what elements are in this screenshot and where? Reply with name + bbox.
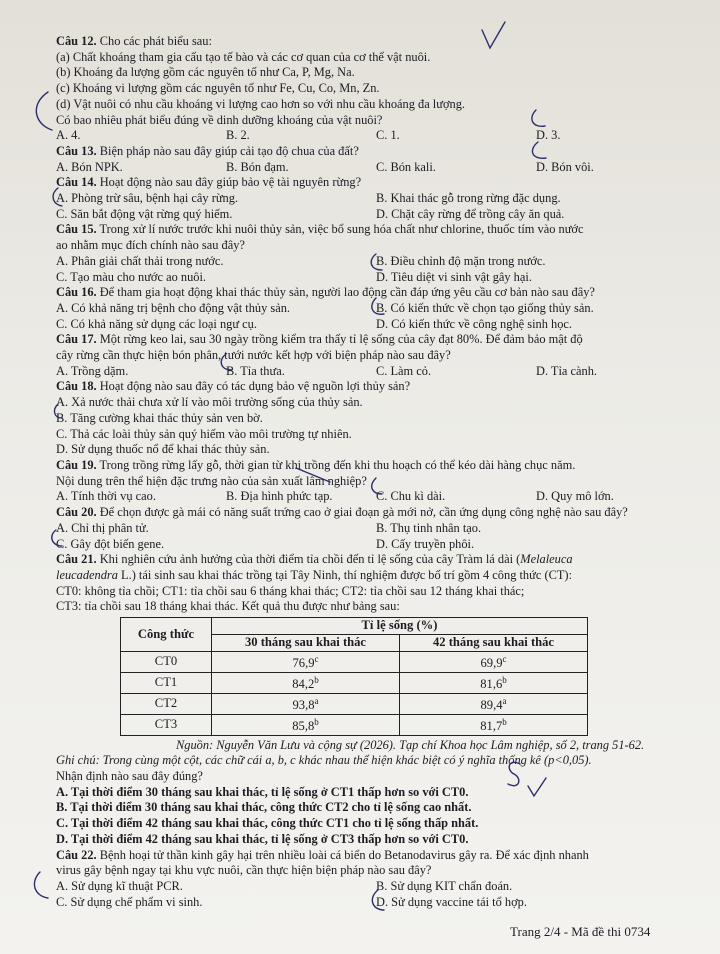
answer-options	[56, 489, 686, 505]
cell-value: 93,8	[292, 697, 315, 712]
cell-30-months	[212, 693, 400, 714]
cell-30-months	[212, 652, 400, 673]
species-name: Melaleuca	[520, 552, 573, 567]
answer-options	[56, 537, 686, 553]
table-source: Nguồn: Nguyễn Văn Lưu và cộng sự (2026). Tạp chí Khoa học Lâm nghiệp, số 2, trang 51-62.	[176, 737, 645, 752]
cell-30-months	[212, 714, 400, 735]
option-b[interactable]: B. Bón đạm.	[226, 159, 289, 174]
option-c[interactable]: C. Sử dụng chế phẩm vi sinh.	[56, 894, 203, 909]
question-22	[56, 848, 686, 911]
question-20	[56, 505, 686, 552]
option-a[interactable]: A. Tại thời điểm 30 tháng sau khai thác, tỉ lệ sống ở CT1 thấp hơn so với CT0.	[56, 784, 469, 799]
answer-options	[56, 128, 686, 144]
option-a[interactable]: A. Phân giải chất thải trong nước.	[56, 253, 224, 268]
question-number: Câu 17.	[56, 332, 97, 347]
option-b[interactable]: B. Tại thời điểm 30 tháng sau khai thác, công thức CT2 cho tỉ lệ sống cao nhất.	[56, 800, 472, 815]
option-c[interactable]: C. Tại thời điểm 42 tháng sau khai thác, công thức CT1 cho tỉ lệ sống thấp nhất.	[56, 816, 479, 831]
option-b[interactable]: B. Sử dụng KIT chẩn đoán.	[376, 878, 513, 893]
table-note: Ghi chú: Trong cùng một cột, các chữ cái a, b, c khác nhau thể hiện khác biệt có ý nghĩa thống kê (p<0,05).	[56, 753, 592, 768]
cell-value: 81,6	[480, 677, 503, 692]
answer-options	[56, 301, 686, 317]
option-a[interactable]: A. Có khả năng trị bệnh cho động vật thủy sản.	[56, 300, 291, 315]
question-16	[56, 285, 686, 332]
cell-formula	[121, 672, 212, 693]
answer-options	[56, 364, 686, 380]
question-number: Câu 21.	[56, 552, 97, 567]
question-number: Câu 12.	[56, 34, 97, 48]
question-stem: Để chọn được gà mái có năng suất trứng cao ở giai đoạn gà mới nở, cần ứng dụng công nghệ nào sau đây?	[99, 505, 628, 520]
cell-30-months	[212, 672, 400, 693]
option-c[interactable]: C. Săn bắt động vật rừng quý hiếm.	[56, 206, 233, 221]
cell-value: 84,2	[292, 677, 315, 692]
question-ask: Có bao nhiêu phát biểu đúng về dinh dưỡng khoáng của vật nuôi?	[56, 112, 383, 127]
table-row	[121, 693, 588, 714]
option-a[interactable]: A. Xả nước thải chưa xử lí vào môi trường sống của thủy sản.	[56, 395, 363, 410]
cell-value: CT3	[154, 716, 178, 731]
option-a[interactable]: A. 4.	[56, 128, 81, 143]
question-ask: Nhận định nào sau đây đúng?	[56, 768, 203, 783]
question-13	[56, 144, 686, 175]
option-d[interactable]: D. Quy mô lớn.	[536, 489, 614, 504]
option-d[interactable]: D. 3.	[536, 128, 561, 143]
cell-42-months	[400, 652, 588, 673]
cell-42-months	[400, 693, 588, 714]
question-17	[56, 332, 686, 379]
option-a[interactable]: A. Trồng dặm.	[56, 363, 129, 378]
cell-42-months	[400, 672, 588, 693]
option-b[interactable]: B. Địa hình phức tạp.	[226, 489, 333, 504]
question-stem-cont: CT0: không tỉa chồi; CT1: tỉa chồi sau 6 tháng khai thác; CT2: tỉa chồi sau 12 tháng khai thác;	[56, 583, 525, 598]
question-19	[56, 458, 686, 505]
question-number: Câu 19.	[56, 457, 97, 472]
cell-value: 76,9	[292, 656, 315, 671]
option-d[interactable]: D. Tiêu diệt vi sinh vật gây hại.	[376, 269, 532, 284]
statement-d: (d) Vật nuôi có nhu cầu khoáng vi lượng cao hơn so với nhu cầu khoáng đa lượng.	[56, 96, 465, 111]
significance-letter: b	[314, 674, 319, 685]
question-stem-cont: virus gây bệnh ngay tại khu vực nuôi, cần thực hiện biện pháp nào sau đây?	[56, 863, 432, 878]
header-30-months: 30 tháng sau khai thác	[212, 635, 400, 652]
option-b[interactable]: B. Khai thác gỗ trong rừng đặc dụng.	[376, 191, 561, 206]
option-b[interactable]: B. Tỉa thưa.	[226, 363, 285, 378]
answer-options	[56, 895, 686, 911]
question-number: Câu 15.	[56, 222, 97, 237]
question-number: Câu 14.	[56, 175, 97, 190]
significance-letter: b	[314, 716, 319, 727]
question-stem: Cho các phát biểu sau:	[99, 34, 212, 48]
question-stem-cont: CT3: tỉa chồi sau 18 tháng khai thác. Kết quả thu được như bảng sau:	[56, 599, 400, 614]
cell-42-months	[400, 714, 588, 735]
cell-value: CT2	[154, 695, 178, 710]
question-18	[56, 379, 686, 458]
option-d[interactable]: D. Bón vôi.	[536, 159, 594, 174]
option-b[interactable]: B. Điều chỉnh độ mặn trong nước.	[376, 253, 546, 268]
question-number: Câu 16.	[56, 285, 97, 300]
circle-mark	[36, 92, 52, 130]
option-d[interactable]: D. Cấy truyền phôi.	[376, 536, 475, 551]
question-stem-cont: L.) tái sinh sau khai thác trồng tại Tây Ninh, thí nghiệm được bố trí gồm 4 công thức (CT):	[117, 567, 572, 582]
circle-mark	[34, 872, 48, 898]
question-number: Câu 18.	[56, 379, 97, 394]
table-row	[121, 652, 588, 673]
cell-value: CT1	[154, 675, 178, 689]
cell-formula	[121, 714, 212, 735]
option-c[interactable]: C. Bón kali.	[376, 159, 436, 174]
question-stem: Trong trồng rừng lấy gỗ, thời gian từ khi trồng đến khi thu hoạch có thể kéo dài hàng chục năm.	[99, 457, 576, 472]
option-c[interactable]: C. Làm cỏ.	[376, 363, 432, 378]
header-formula: Công thức	[121, 618, 212, 652]
cell-value: CT0	[154, 654, 178, 669]
statement-b: (b) Khoáng đa lượng gồm các nguyên tố như Ca, P, Mg, Na.	[56, 65, 355, 80]
header-42-months: 42 tháng sau khai thác	[400, 635, 588, 652]
question-stem-cont: Nội dung trên thể hiện đặc trưng nào của sản xuất lâm nghiệp?	[56, 473, 367, 488]
statement-c: (c) Khoáng vi lượng gồm các nguyên tố như Fe, Cu, Co, Mn, Zn.	[56, 81, 380, 96]
table-row	[121, 714, 588, 735]
question-stem: Biện pháp nào sau đây giúp cải tạo độ chua của đất?	[99, 143, 359, 158]
question-number: Câu 22.	[56, 847, 97, 862]
option-c[interactable]: C. Chu kì dài.	[376, 489, 446, 504]
survival-rate-table	[120, 617, 588, 736]
option-c[interactable]: C. Có khả năng sử dụng các loại ngư cụ.	[56, 316, 257, 331]
option-c[interactable]: C. Thả các loài thủy sản quý hiếm vào môi trường tự nhiên.	[56, 426, 352, 441]
option-c[interactable]: C. Tạo màu cho nước ao nuôi.	[56, 269, 206, 284]
question-stem: Trong xử lí nước trước khi nuôi thủy sản, việc bổ sung hóa chất như chlorine, thuốc tím vào nước	[99, 222, 584, 237]
question-stem: Một rừng keo lai, sau 30 ngày trồng kiểm tra thấy tỉ lệ sống của cây đạt 80%. Để đảm bảo mật độ	[99, 332, 583, 347]
option-a[interactable]: A. Phòng trừ sâu, bệnh hại cây rừng.	[56, 191, 239, 206]
option-b[interactable]: B. Có kiến thức về chọn tạo giống thủy sản.	[376, 300, 594, 315]
option-d[interactable]: D. Sử dụng vaccine tái tổ hợp.	[376, 894, 527, 909]
table-row	[121, 672, 588, 693]
cell-value: 89,4	[480, 697, 503, 712]
question-number: Câu 13.	[56, 143, 97, 158]
question-stem: Để tham gia hoạt động khai thác thủy sản, người lao động cần đáp ứng yêu cầu cơ bản nào sau đây?	[99, 285, 595, 300]
answer-options	[56, 521, 686, 537]
option-c[interactable]: C. Gây đột biến gene.	[56, 536, 165, 551]
question-number: Câu 20.	[56, 505, 97, 520]
answer-options	[56, 317, 686, 333]
option-a[interactable]: A. Sử dụng kĩ thuật PCR.	[56, 878, 183, 893]
significance-letter: c	[314, 654, 319, 665]
exam-content	[56, 34, 686, 910]
answer-options	[56, 270, 686, 286]
question-stem: Bệnh hoại tử thần kinh gây hại trên nhiều loài cá biển do Betanodavirus gây ra. Để xác định nhanh	[99, 847, 589, 862]
significance-letter: b	[502, 674, 507, 685]
answer-options	[56, 207, 686, 223]
option-d[interactable]: D. Chặt cây rừng để trồng cây ăn quả.	[376, 206, 565, 221]
significance-letter: a	[314, 695, 319, 706]
option-d[interactable]: D. Tỉa cành.	[536, 363, 598, 378]
option-b[interactable]: B. 2.	[226, 128, 250, 143]
cell-formula	[121, 652, 212, 673]
option-d[interactable]: D. Tại thời điểm 42 tháng sau khai thác, tỉ lệ sống ở CT3 thấp hơn so với CT0.	[56, 831, 469, 846]
question-stem-cont: ao nhằm mục đích chính nào sau đây?	[56, 238, 245, 253]
option-c[interactable]: C. 1.	[376, 128, 400, 143]
option-d[interactable]: D. Có kiến thức về công nghệ sinh học.	[376, 316, 572, 331]
cell-formula	[121, 693, 212, 714]
question-15	[56, 222, 686, 285]
option-a[interactable]: A. Tính thời vụ cao.	[56, 489, 156, 504]
cell-value: 69,9	[480, 656, 503, 671]
page-footer: Trang 2/4 - Mã đề thi 0734	[510, 924, 651, 939]
answer-options	[56, 254, 686, 270]
option-a[interactable]: A. Chỉ thị phân tử.	[56, 520, 149, 535]
statement-a: (a) Chất khoáng tham gia cấu tạo tế bào và các cơ quan của cơ thể vật nuôi.	[56, 49, 431, 64]
answer-options	[56, 879, 686, 895]
question-stem: Hoạt động nào sau đây giúp bảo vệ tài nguyên rừng?	[99, 175, 362, 190]
question-stem: Khi nghiên cứu ảnh hưởng của thời điểm tỉa chồi đến tỉ lệ sống của cây Tràm lá dài (	[99, 552, 521, 567]
cell-value: 85,8	[292, 718, 315, 733]
significance-letter: c	[502, 654, 507, 665]
species-name-cont: leucadendra	[56, 567, 118, 582]
question-12	[56, 34, 686, 144]
question-stem-cont: cây rừng cần thực hiện bón phân, tưới nước kết hợp với biện pháp nào sau đây?	[56, 348, 451, 363]
option-b[interactable]: B. Thụ tinh nhân tạo.	[376, 520, 482, 535]
header-survival-rate: Tỉ lệ sống (%)	[212, 618, 588, 635]
significance-letter: a	[502, 695, 507, 706]
question-stem: Hoạt động nào sau đây có tác dụng bảo vệ nguồn lợi thủy sản?	[99, 379, 411, 394]
cell-value: 81,7	[480, 718, 503, 733]
answer-options	[56, 191, 686, 207]
option-a[interactable]: A. Bón NPK.	[56, 159, 123, 174]
question-21	[56, 552, 686, 847]
answer-options	[56, 160, 686, 176]
question-14	[56, 175, 686, 222]
significance-letter: b	[502, 716, 507, 727]
option-b[interactable]: B. Tăng cường khai thác thủy sản ven bờ.	[56, 410, 263, 425]
option-d[interactable]: D. Sử dụng thuốc nổ để khai thác thủy sản.	[56, 442, 270, 457]
